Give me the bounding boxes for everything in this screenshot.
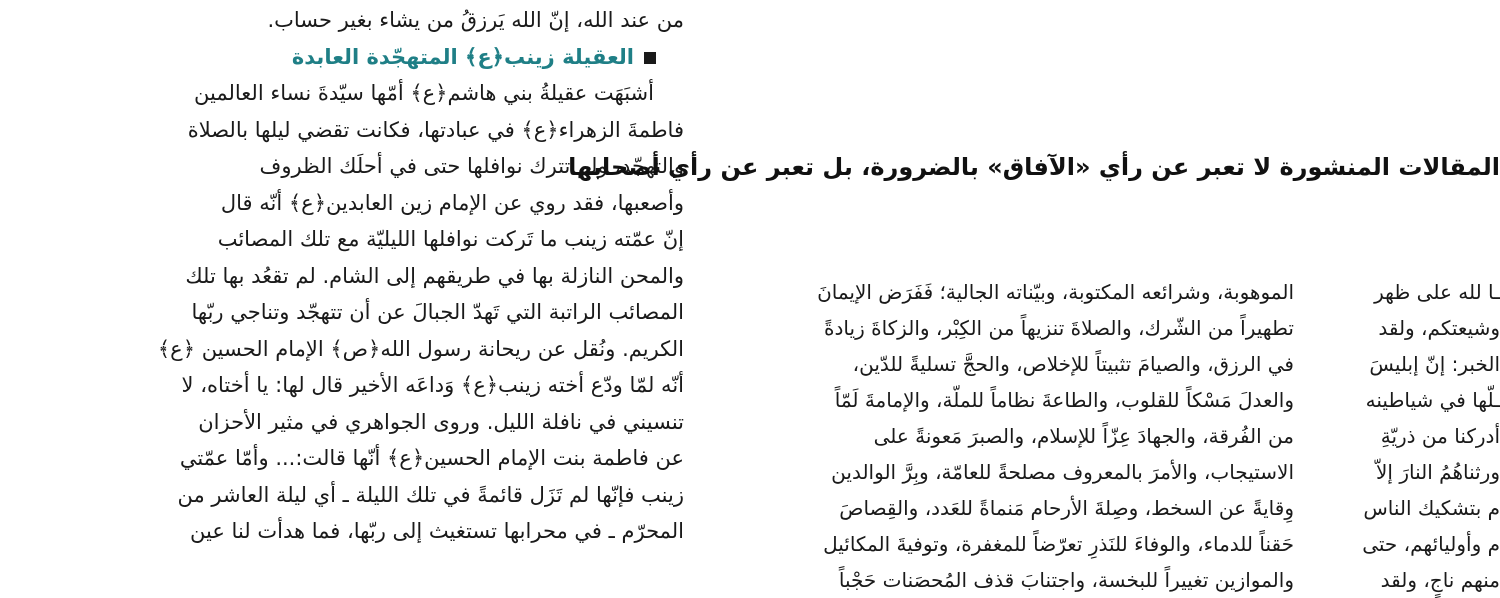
square-bullet-icon: [644, 52, 656, 64]
paragraph-line: المحرّم ـ في محرابها تستغيث إلى ربّها، فما هدأت لنا عين: [190, 519, 684, 543]
paragraph-line: تطهيراً من الشّرك، والصلاةَ تنزيهاً من الكِبْر، والزكاةَ زيادةً: [824, 316, 1294, 340]
section-heading: [62, 39, 684, 76]
paragraph-line: عن فاطمة بنت الإمام الحسين﴿ع﴾ أنّها قالت:... وأمّا عمّتي: [179, 446, 684, 470]
paragraph-line: المصائب الراتبة التي تَهدّ الجبالَ عن أن تتهجّد وتناجي ربّها: [191, 300, 684, 324]
disclaimer-text: المقالات المنشورة لا تعبر عن رأي «الآفاق» بالضرورة، بل تعبر عن رأي أصحابها: [568, 153, 1500, 181]
paragraph-line: م وأوليائهم، حتى: [1362, 532, 1500, 556]
paragraph-line: الموهوبة، وشرائعه المكتوبة، وبيّناته الجالية؛ فَفَرَض الإيمانَ: [817, 280, 1294, 304]
paragraph-line: وأصعبها، فقد روي عن الإمام زين العابدين﴿ع﴾ أنّه قال: [220, 190, 684, 215]
paragraph-line: أشبَهَت عقيلةُ بني هاشم﴿ع﴾ أمّها سيّدةَ نساء العالمين: [194, 81, 654, 105]
paragraph-line: إنّ عمّته زينب ما تَركت نوافلها الليليّة مع تلك المصائب: [217, 227, 684, 251]
paragraph-line: الخبر: إنّ إبليسَ: [1369, 352, 1500, 376]
paragraph-line: وِقايةً عن السخط، وصِلةَ الأرحام مَنماةً للعَدد، والقِصاصَ: [839, 496, 1294, 520]
paragraph-line: تنسيني في نافلة الليل. وروى الجواهري في مثير الأحزان: [198, 409, 684, 434]
paragraph-line: والتهجّد، ولم تترك نوافلها حتى في أحلَك الظروف: [259, 154, 684, 178]
paragraph-line: والعدلَ مَسْكاً للقلوب، والطاعةَ نظاماً للملّة، والإمامةَ لَمّاً: [834, 388, 1294, 412]
paragraph-line: من الفُرقة، والجهادَ عِزّاً للإسلام، والصبرَ مَعونةً على: [873, 424, 1294, 448]
paragraph-line: ورثناهُمُ النارَ إلاّ: [1376, 460, 1500, 484]
article-middle-column: [698, 274, 1294, 592]
paragraph-line: أدركنا من ذريّةِ: [1380, 424, 1500, 448]
paragraph-line: الكريم. ونُقل عن ريحانة رسول الله﴿ص﴾ الإمام الحسين ﴿ع﴾: [157, 336, 684, 361]
paragraph-line: ـلّها في شياطينه: [1365, 388, 1500, 412]
paragraph-line: والمحن النازلة بها في طريقهم إلى الشام. لم تقعُد بها تلك: [185, 263, 684, 288]
editorial-disclaimer: [568, 145, 1500, 189]
paragraph-line: ـا لله على ظهر: [1374, 280, 1500, 304]
paragraph-line: أنّه لمّا ودّع أخته زينب﴿ع﴾ وَداعَه الأخير قال لها: يا أختاه، لا: [181, 373, 684, 397]
section-heading-text: العقيلة زينب﴿ع﴾ المتهجّدة العابدة: [291, 44, 634, 69]
paragraph-line: م بتشكيك الناس: [1363, 496, 1500, 520]
article-left-column: [62, 2, 684, 586]
paragraph-line: فاطمةَ الزهراء﴿ع﴾ في عبادتها، فكانت تقضي ليلها بالصلاة: [187, 117, 684, 142]
paragraph-line: زينب فإنّها لم تَزَل قائمةً في تلك الليلة ـ أي ليلة العاشر من: [177, 482, 684, 507]
paragraph-line: والموازين تغييراً للبخسة، واجتنابَ قذف المُحصَنات حَجْباً: [838, 568, 1294, 592]
paragraph-line: حَقناً للدماء، والوفاءَ للنَذرِ تعرّضاً للمغفرة، وتوفيةَ المكائيل: [823, 532, 1294, 556]
paragraph-line: الاستيجاب، والأمرَ بالمعروف مصلحةً للعامّة، وبِرَّ الوالدين: [831, 460, 1294, 484]
left-col-first-line: من عند الله، إنّ الله يَرزقُ من يشاء بغير حساب.: [267, 8, 684, 32]
paragraph-line: في الرزق، والصيامَ تثبيتاً للإخلاص، والحجَّ تسليةً للدّين،: [852, 352, 1294, 376]
article-right-column: [1330, 274, 1500, 592]
paragraph-line: منهم ناجٍ، ولقد: [1380, 568, 1500, 592]
paragraph-line: وشيعتكم، ولقد: [1378, 316, 1500, 340]
